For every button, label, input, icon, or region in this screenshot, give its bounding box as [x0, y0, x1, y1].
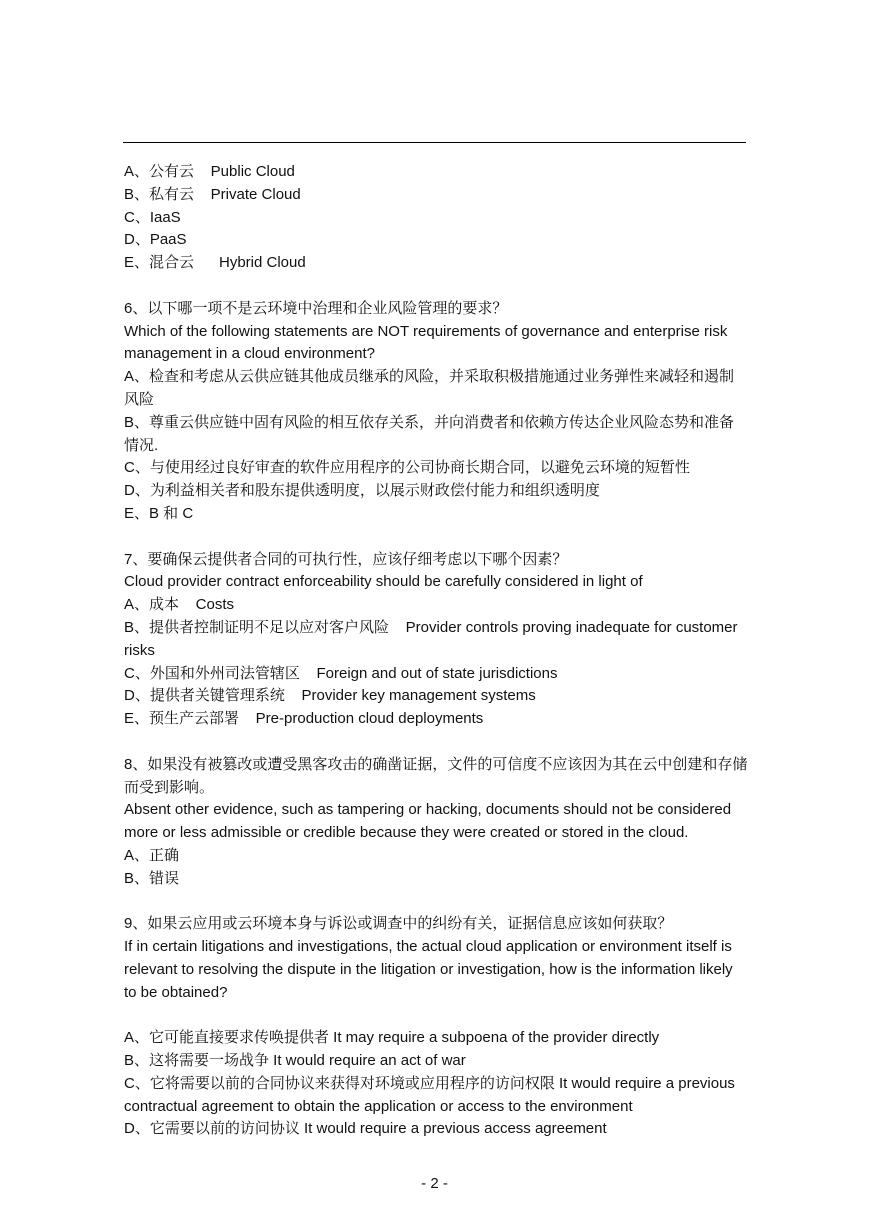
- question-9-en: If in certain litigations and investigations, the actual cloud application or environment itself is relevant to resolving the dispute in the litigation or investigation, how is the information likely to be obtained?: [124, 938, 737, 1001]
- option-d: D、它需要以前的访问协议 It would require a previous access agreement: [124, 1120, 607, 1138]
- document-body: [124, 161, 748, 1141]
- header-rule: [123, 142, 746, 143]
- option-a: A、检查和考虑从云供应链其他成员继承的风险，并采取积极措施通过业务弹性来减轻和遏制风险: [124, 368, 735, 408]
- option-e: E、预生产云部署 Pre-production cloud deployments: [124, 710, 484, 728]
- question-9-zh: 9、如果云应用或云环境本身与诉讼或调查中的纠纷有关，证据信息应该如何获取？: [124, 915, 673, 933]
- question-5-options: [124, 161, 748, 275]
- question-9: [124, 913, 748, 1141]
- option-a: A、公有云 Public Cloud: [124, 163, 295, 180]
- option-d: D、为利益相关者和股东提供透明度，以展示财政偿付能力和组织透明度: [124, 482, 600, 500]
- option-a: A、成本 Costs: [124, 596, 235, 614]
- option-b: B、错误: [124, 869, 180, 887]
- option-b: B、尊重云供应链中固有风险的相互依存关系，并向消费者和依赖方传达企业风险态势和准备情况.: [124, 413, 735, 454]
- question-6-en: Which of the following statements are NOT requirements of governance and enterprise risk management in a cloud environment?: [124, 322, 732, 363]
- option-a: A、它可能直接要求传唤提供者 It may require a subpoena of the provider directly: [124, 1029, 660, 1047]
- question-8-zh: 8、如果没有被篡改或遭受黑客攻击的确凿证据，文件的可信度不应该因为其在云中创建和存储而受到影响。: [124, 755, 748, 796]
- option-c: C、IaaS: [124, 208, 181, 226]
- question-6-zh: 6、以下哪一项不是云环境中治理和企业风险管理的要求？: [124, 299, 508, 317]
- option-b: B、这将需要一场战争 It would require an act of war: [124, 1052, 466, 1070]
- option-b: B、提供者控制证明不足以应对客户风险 Provider controls proving inadequate for customer risks: [124, 618, 742, 659]
- option-a: A、正确: [124, 846, 180, 864]
- option-c: C、它将需要以前的合同协议来获得对环境或应用程序的访问权限 It would require a previous contractual agreement to obtain the application or access to the environment: [124, 1074, 740, 1115]
- option-e: E、混合云 Hybrid Cloud: [124, 254, 306, 272]
- question-7: [124, 549, 748, 731]
- option-d: D、提供者关键管理系统 Provider key management systems: [124, 687, 536, 705]
- question-8: [124, 754, 748, 891]
- question-8-en: Absent other evidence, such as tampering or hacking, documents should not be considered more or less admissible or credible because they were created or stored in the cloud.: [124, 801, 736, 842]
- option-c: C、外国和外州司法管辖区 Foreign and out of state jurisdictions: [124, 664, 558, 682]
- question-7-zh: 7、要确保云提供者合同的可执行性，应该仔细考虑以下哪个因素？: [124, 550, 568, 568]
- question-6: [124, 298, 748, 526]
- option-b: B、私有云 Private Cloud: [124, 185, 301, 203]
- page-number: - 2 -: [421, 1175, 448, 1192]
- option-c: C、与使用经过良好审查的软件应用程序的公司协商长期合同，以避免云环境的短暂性: [124, 459, 690, 477]
- option-d: D、PaaS: [124, 231, 187, 249]
- option-e: E、B 和 C: [124, 504, 194, 522]
- question-7-en: Cloud provider contract enforceability should be carefully considered in light of: [124, 573, 643, 591]
